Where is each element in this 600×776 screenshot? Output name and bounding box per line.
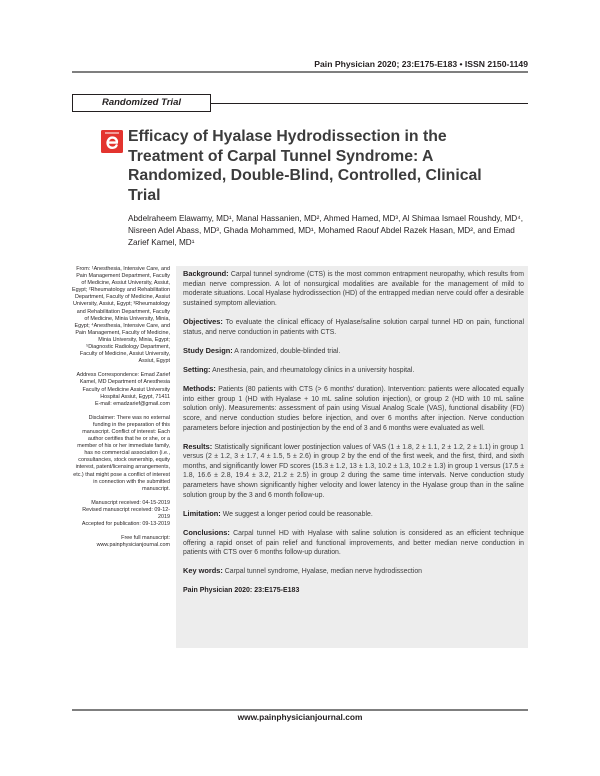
background-text: Carpal tunnel syndrome (CTS) is the most common entrapment neuropathy, which results from median nerve compression. A lot of nonsurgical modalities are available for the management of mild to moderate situations. Local Hyalase hydrodissection (HD) of the entrapped median nerve could offer a desirable sustained symptom alleviation. (183, 271, 524, 307)
header-divider (72, 71, 528, 73)
abstract-background (183, 269, 524, 308)
setting-label: Setting: (183, 364, 211, 374)
conclusions-text: Carpal tunnel HD with Hyalase with saline solution is considered as an efficient technique offering a rapid onset of pain relief and functional improvements, and better median nerve conduction in patients with CTS over 6 months follow-up duration. (183, 530, 524, 557)
journal-citation-header: Pain Physician 2020; 23:E175-E183 • ISSN 2150-1149 (314, 59, 528, 69)
received-date: Manuscript received: 04-15-2019 (91, 499, 170, 506)
results-label: Results: (183, 441, 213, 451)
accepted-date: Accepted for publication: 09-13-2019 (81, 521, 170, 528)
background-label: Background: (183, 269, 229, 278)
abstract-limitation (183, 509, 524, 520)
abstract-citation: Pain Physician 2020: 23:E175-E183 (183, 586, 300, 594)
abstract-results (183, 442, 524, 501)
results-text: Statistically significant lower postinjection values of VAS (1 ± 1.8, 2 ± 1.1, 2 ± 1.2, 2 ± 1.1) in group 1 versus (2 ± 1.2, 3 ± 1.7, 4 ± 1.5, 5 ± 2.6) in group 2 by the end of the first week, and the first, third, and sixth months, and significantly lower FD scores (15.3 ± 1.2, 13 ± 1.3, 10.2 ± 1.3, 10.2 ± 1.3) in group 1 versus (17.5 ± 1.8, 16.6 ± 2.8, 19.4 ± 3.2, 21.2 ± 2.5) in group 2 during the same time intervals. Nerve conduction study parameters have shown significantly higher velocity and lower latency in the Hyalase group than in the saline solution group by the 3 and 6 month follow-up. (183, 443, 524, 499)
correspondence-address: Address Correspondence: Emad Zarief Kamel, MD Department of Anesthesia Faculty of Medicine Assiut University Hospital Assiut, Egypt, 71411 (76, 372, 170, 400)
keywords-text: Carpal tunnel syndrome, Hyalase, median nerve hydrodissection (224, 568, 423, 576)
article-info-sidebar (72, 266, 170, 549)
abstract-keywords (183, 566, 524, 577)
article-title: Efficacy of Hyalase Hydrodissection in the Treatment of Carpal Tunnel Syndrome: A Randomized, Double-Blind, Controlled, Clinical Trial (128, 128, 482, 204)
methods-label: Methods: (183, 384, 216, 394)
footer-divider (72, 709, 528, 711)
section-divider (211, 103, 528, 104)
limitation-label: Limitation: (183, 508, 221, 518)
journal-website-link[interactable]: www.painphysicianjournal.com (237, 712, 363, 722)
setting-text: Anesthesia, pain, and rheumatology clinics in a university hospital. (212, 366, 415, 374)
abstract-design (183, 346, 524, 357)
e-publication-icon (101, 130, 123, 153)
author-list: Abdelraheem Elawamy, MD¹, Manal Hassanien, MD², Ahmed Hamed, MD³, Al Shimaa Ismael Roushdy, MD⁴, Nisreen Adel Abass, MD³, Ghada Mohammed, MD¹, Mohamed Raouf Abdel Razek Hasan, MD², and Emad Zarief Kamel, MD¹ (128, 214, 523, 247)
limitation-text: We suggest a longer period could be reasonable. (222, 510, 373, 518)
conclusions-label: Conclusions: (183, 528, 230, 538)
abstract-text (183, 269, 524, 604)
abstract-setting (183, 365, 524, 376)
keywords-label: Key words: (183, 566, 223, 576)
design-label: Study Design: (183, 345, 233, 355)
abstract-conclusions (183, 528, 524, 558)
methods-text: Patients (80 patients with CTS (> 6 months' duration). Intervention: patients were allocated equally into either group 1 (HD with Hyalase + 10 mL saline solution injection), or group 2 (HD with 10 mL saline solution only). Measurements: assessment of pain using Visual Analog Scale (VAS), functional disability (FD) score, and nerve conduction studies before injection, and over 6 months after injection. Nerve conduction parameters before injection and postinjection by the end of 3 and 6 months were evaluated as well. (183, 386, 525, 432)
correspondence-email[interactable]: E-mail: emadzarief@gmail.com (95, 400, 170, 407)
abstract-methods (183, 384, 524, 433)
affiliations: From: ¹Anesthesia, Intensive Care, and Pain Management Department, Faculty of Medicine, Assiut University, Assiut, Egypt; ²Rheumatology and Rehabilitation Department, Faculty of Medicine, Assiut University, Assiut, Egypt; ³Rheumatology and Rehabilitation Department, Faculty of Medicine, Minia University, Minia, Egypt; ⁴Anesthesia, Intensive Care, and Pain Management, Faculty of Medicine, Minia University, Minia, Egypt; ⁵Diagnostic Radiology Department, Faculty of Medicine, Assiut University, Assiut, Egypt (72, 266, 170, 365)
abstract-objectives (183, 317, 524, 337)
fulltext-link[interactable]: Free full manuscript: www.painphysicianjournal.com (96, 535, 170, 549)
revised-date: Revised manuscript received: 09-12-2019 (82, 506, 170, 520)
objectives-label: Objectives: (183, 316, 223, 326)
disclaimer: Disclaimer: There was no external funding in the preparation of this manuscript. Conflict of interest: Each author certifies that he or she, or a member of his or her immediate family, has no commercial association (i.e., consultancies, stock ownership, equity interest, patent/licensing arrangements, etc.) that might pose a conflict of interest in connection with the submitted manuscript. (73, 414, 170, 492)
objectives-text: To evaluate the clinical efficacy of Hyalase/saline solution carpal tunnel HD on pain, functional status, and nerve conduction in patients with CTS. (183, 318, 524, 336)
design-text: A randomized, double-blinded trial. (234, 347, 341, 355)
section-label: Randomized Trial (72, 94, 211, 112)
